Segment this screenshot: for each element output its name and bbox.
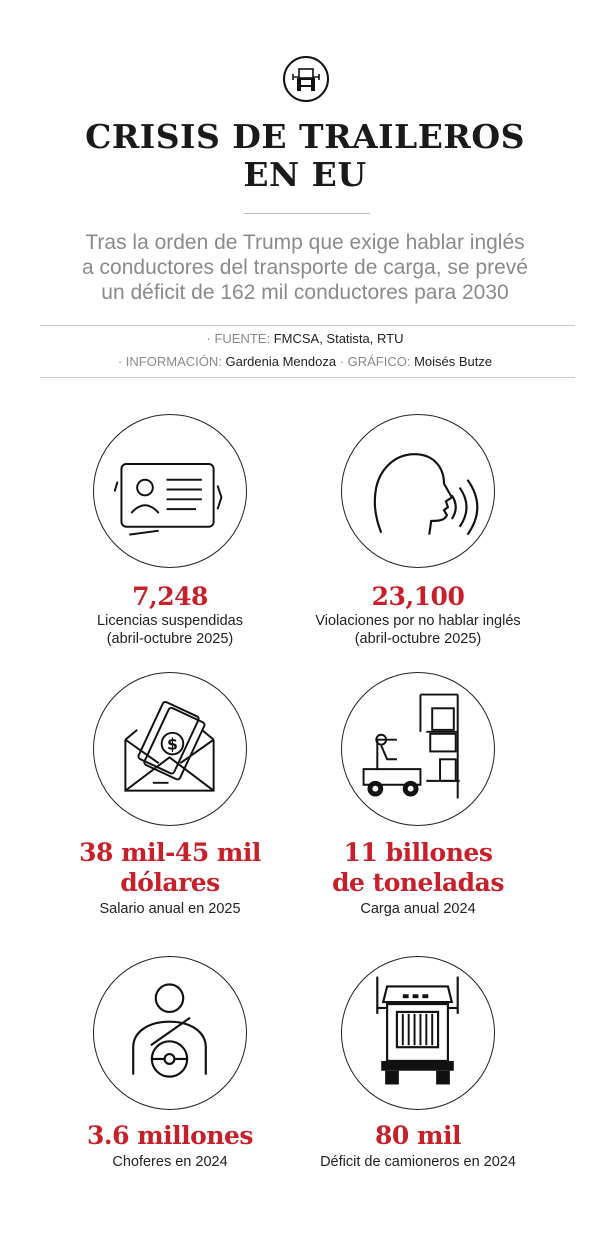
source-credit: · FUENTE: FMCSA, Statista, RTU (206, 331, 404, 346)
divider-top (40, 325, 575, 326)
divider-bottom (40, 377, 575, 378)
stat-6-circle (341, 956, 495, 1110)
title-line-1: CRISIS DE TRAILEROS (85, 117, 525, 156)
title-line-2: EN EU (243, 155, 367, 194)
stat-6-value: 80 mil (375, 1121, 461, 1150)
stat-3-label: Salario anual en 2025 (99, 901, 241, 917)
driver-icon (94, 957, 245, 1108)
stat-3-value: 38 mil-45 mil dólares (79, 838, 261, 897)
stat-3-circle (93, 672, 247, 826)
id-card-icon (94, 415, 245, 566)
stat-4-label: Carga anual 2024 (360, 901, 476, 917)
stat-5-value: 3.6 millones (87, 1121, 253, 1150)
author-credits: · INFORMACIÓN: Gardenia Mendoza · GRÁFICO: Moisés Butze (117, 354, 493, 369)
title-divider (244, 213, 370, 214)
stat-1-label: Licencias suspendidas (abril-octubre 2025) (97, 613, 243, 647)
subtitle-line-1: Tras la orden de Trump que exige hablar inglés (85, 231, 525, 254)
stat-4-value: 11 billones de toneladas (332, 838, 504, 897)
stat-4-circle (341, 672, 495, 826)
subtitle (40, 230, 570, 305)
stat-2-circle (341, 414, 495, 568)
svg-text:$: $ (166, 734, 178, 754)
stat-2-label: Violaciones por no hablar inglés (abril-octubre 2025) (315, 613, 521, 647)
stat-2-value: 23,100 (371, 582, 465, 611)
stat-6-label: Déficit de camioneros en 2024 (320, 1154, 516, 1170)
subtitle-line-2: a conductores del transporte de carga, se prevé (82, 256, 528, 279)
stat-1-value: 7,248 (132, 582, 208, 611)
speaking-head-icon (342, 415, 493, 566)
stat-5-circle (93, 956, 247, 1110)
truck-front-icon (342, 957, 493, 1108)
subtitle-line-3: un déficit de 162 mil conductores para 2030 (101, 281, 509, 304)
forklift-icon (342, 673, 493, 824)
stat-1-circle (93, 414, 247, 568)
money-envelope-icon (94, 673, 245, 824)
truck-logo-icon (283, 56, 329, 102)
stat-5-label: Choferes en 2024 (112, 1154, 228, 1170)
page-title (0, 118, 610, 194)
